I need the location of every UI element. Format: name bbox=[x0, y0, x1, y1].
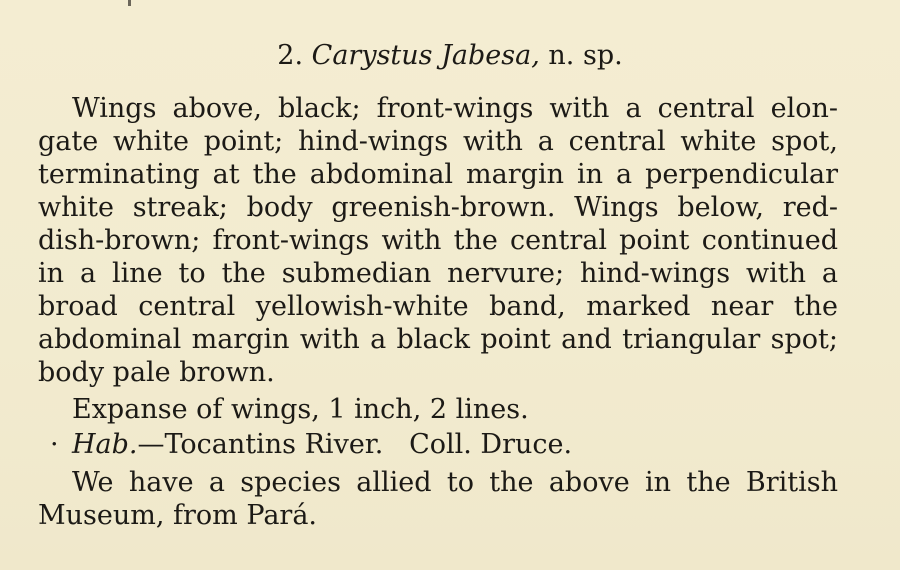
species-number: 2. bbox=[277, 40, 304, 71]
habitat-abbrev: Hab. bbox=[72, 429, 138, 460]
description-line: abdominal margin with a black point and triangular spot; bbox=[38, 324, 838, 355]
habitat-text: —Tocantins River. Coll. Druce. bbox=[137, 429, 573, 460]
note-line: Museum, from Pará. bbox=[38, 500, 318, 531]
description-line: broad central yellowish-white band, marked near the bbox=[38, 291, 838, 322]
expanse-line: Expanse of wings, 1 inch, 2 lines. bbox=[72, 394, 529, 425]
species-suffix: n. sp. bbox=[548, 40, 623, 71]
species-name: Carystus Jabesa, bbox=[311, 40, 540, 71]
margin-dot: · bbox=[50, 429, 59, 460]
description-line: body pale brown. bbox=[38, 357, 275, 388]
description-line: terminating at the abdominal margin in a perpendicular bbox=[38, 159, 838, 190]
habitat-line bbox=[50, 428, 750, 461]
note-line: We have a species allied to the above in the British bbox=[72, 467, 838, 498]
page-edge-mark bbox=[128, 0, 131, 6]
description-line: white streak; body greenish-brown. Wings below, red- bbox=[38, 192, 838, 223]
description-line: in a line to the submedian nervure; hind-wings with a bbox=[38, 258, 838, 289]
description-line: Wings above, black; front-wings with a central elon- bbox=[72, 93, 838, 124]
description-line: dish-brown; front-wings with the central point continued bbox=[38, 225, 838, 256]
description-line: gate white point; hind-wings with a central white spot, bbox=[38, 126, 838, 157]
species-heading bbox=[0, 38, 900, 74]
